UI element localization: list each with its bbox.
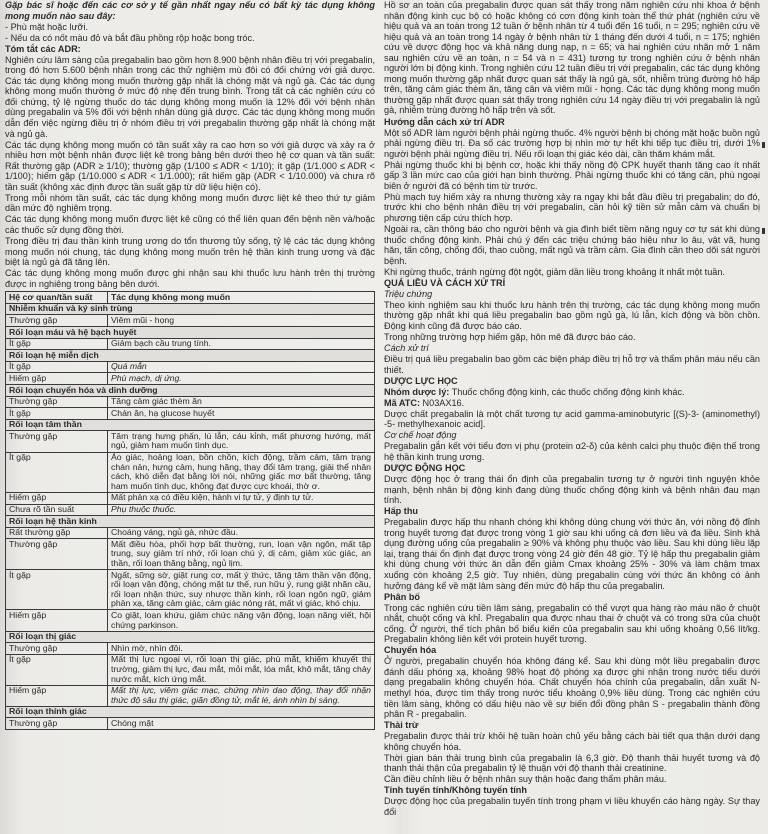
frequency-cell: Ít gặp (6, 338, 108, 350)
frequency-cell: Thường gặp (6, 718, 108, 730)
frequency-cell: Rất thường gặp (6, 527, 108, 539)
paragraph: Ở người, pregabalin chuyển hóa không đáng kể. Sau khi dùng một liều pregabalin được đánh dấu phóng xạ, khoảng 98% hoạt độ phóng xạ được ghi nhận trong nước tiểu dưới dạng pregabalin không chuyển hóa. Chất chuyển hóa chính của pregabalin, dẫn xuất N-methyl hóa, được tìm thấy trong nước tiểu khoảng 0,9% liều dùng. Trong các nghiên cứu tiền lâm sàng, không có dấu hiệu nào về sự biến đổi đồng phân S - pregabalin thành đồng phân R - pregabalin. (384, 656, 760, 720)
table-section-row (6, 385, 375, 397)
effect-cell: Chán ăn, hạ glucose huyết (108, 408, 375, 420)
left-column (5, 0, 375, 834)
paragraph: Pregabalin gắn kết với tiểu đơn vị phụ (protein α2-δ) của kênh calci phụ thuộc điện thế trong hệ thần kinh trung ương. (384, 441, 760, 462)
table-row (6, 408, 375, 420)
paragraph: Trong điều trị đau thần kinh trung ương do tổn thương tủy sống, tỷ lệ các tác dụng không mong muốn nói chung, tác dụng không mong muốn trên hệ thần kinh trung ương và đặc biệt là ngủ gà đã tăng lên. (5, 236, 375, 268)
paragraph: Phải ngừng thuốc khi bị bệnh cơ, hoặc khi thấy nồng độ CPK huyết thanh tăng cao ít nhất gấp 3 lần mức cao của giới hạn bình thường. Phải ngừng thuốc khi có tăng cân, phù ngoại biên ở người đã có bệnh tim từ trước. (384, 159, 760, 191)
table-header-cell: Hệ cơ quan/tần suất (6, 292, 108, 304)
paragraph: Trong mỗi nhóm tần suất, các tác dụng không mong muốn được liệt kê theo thứ tự giảm dần mức độ nghiêm trọng. (5, 192, 375, 214)
effect-cell: Chóng mặt (108, 718, 375, 730)
frequency-cell: Ít gặp (6, 408, 108, 420)
table-row (6, 654, 375, 685)
frequency-cell: Thường gặp (6, 431, 108, 452)
margin-mark (762, 228, 765, 234)
paragraph: Hồ sơ an toàn của pregabalin được quan sát thấy trong năm nghiên cứu nhi khoa ở bệnh nhân động kinh cục bộ có hoặc không có cơn động kinh toàn thể thứ phát (nghiên cứu về hiệu quả và an toàn trong 12 tuần ở bệnh nhân từ 4 tuổi đến 16 tuổi, n = 295; nghiên cứu về hiệu quả và an toàn trong 14 ngày ở bệnh nhân từ 1 tháng đến dưới 4 tuổi, n = 175; nghiên cứu về dược động học và khả năng dung nạp, n = 65; và hai nghiên cứu nhãn mở 1 năm sau nghiên cứu về an toàn, n = 54 và n = 431) tương tự trong nghiên cứu ở bệnh nhân người lớn bị động kinh. Trong nghiên cứu 12 tuần điều trị với pregabalin, các tác dụng không mong muốn thường gặp nhất được quan sát thấy là ngủ gà, sốt, nhiễm trùng đường hô hấp trên, tăng cảm giác thèm ăn, tăng cân và viêm mũi - họng. Các tác dụng không mong muốn thường gặp nhất được quan sát thấy trong nghiên cứu 14 ngày điều trị với pregabalin là ngủ gà, nhiễm trùng đường hô hấp trên và sốt. (384, 0, 760, 116)
table-row (6, 431, 375, 452)
table-row (6, 315, 375, 327)
section-title: Rối loạn hệ thần kinh (6, 516, 375, 528)
table-row (6, 685, 375, 706)
effect-cell: Mất phản xạ có điều kiện, hành vi tự tử, ý định tự tử. (108, 492, 375, 504)
table-row (6, 527, 375, 539)
table-row (6, 452, 375, 492)
subheading: Triệu chứng (384, 288, 433, 299)
paragraph: Theo kinh nghiệm sau khi thuốc lưu hành trên thị trường, các tác dụng không mong muốn thường gặp nhất khi quá liều pregabalin bao gồm ngủ gà, lú lẫn, kích động và bồn chồn. Động kinh cũng đã được báo cáo. (384, 299, 760, 331)
table-row (6, 361, 375, 373)
section-title: Rối loạn chuyển hóa và dinh dưỡng (6, 385, 375, 397)
section-heading: DƯỢC LỰC HỌC (384, 375, 458, 386)
paragraph: Khi ngừng thuốc, tránh ngừng đột ngột, giảm dần liều trong khoảng ít nhất một tuần. (384, 266, 725, 277)
frequency-cell: Ít gặp (6, 570, 108, 610)
subheading: Cách xử trí (384, 343, 429, 353)
subheading: Chuyển hóa (384, 645, 437, 656)
paragraph: Thời gian bán thải trung bình của pregabalin là 6,3 giờ. Độ thanh thải huyết tương và độ thanh thải thận của pregabalin tỷ lệ thuận với độ thanh thải creatinine. (384, 752, 760, 774)
table-section-row (6, 350, 375, 362)
paragraph: Dược động học ở trạng thái ổn định của pregabalin tương tự ở người tình nguyện khỏe mạnh, bệnh nhân bị động kinh đang dùng thuốc chống động kinh và bệnh nhân đau mạn tính. (384, 474, 760, 506)
section-title: Rối loạn thính giác (6, 706, 375, 718)
paragraph: Một số ADR làm người bệnh phải ngừng thuốc. 4% người bệnh bị chóng mặt hoặc buồn ngủ phải ngừng điều trị. Đa số các trường hợp bị nhìn mờ tự hết khi tiếp tục điều trị, dưới 1% người bệnh phải ngừng điều trị. Nếu rối loạn thị giác kéo dài, cần thăm khám mắt. (384, 127, 760, 159)
paragraph: Nghiên cứu lâm sàng của pregabalin bao gồm hơn 8.900 bệnh nhân điều trị với pregabalin, trong đó hơn 5.600 bệnh nhân trong các thử nghiệm mù đôi có đối chứng với giả dược. Các tác dụng không mong muốn thường gặp nhất là chóng mặt và ngủ gà. Các tác dụng không mong muốn thường ở mức độ nhẹ đến trung bình. Trong tất cả các nghiên cứu có đối chứng, tỷ lệ ngừng thuốc do tác dụng không mong muốn là 12% đối với bệnh nhân dùng pregabalin và 5% đối với bệnh nhân dùng giả dược. Các tác dụng không mong muốn dẫn đến việc ngừng điều trị ở nhóm điều trị với pregabalin thường gặp nhất là chóng mặt và ngủ gà. (5, 54, 375, 139)
paragraph: Dược chất pregabalin là một chất tương tự acid gamma-aminobutyric [(S)-3- (aminomethyl) -5- methylhexanoic acid]. (384, 408, 760, 430)
section-heading: QUÁ LIỀU VÀ CÁCH XỬ TRÍ (384, 277, 506, 288)
table-row (6, 570, 375, 610)
effect-cell: Choáng váng, ngủ gà, nhức đầu. (108, 527, 375, 539)
frequency-cell: Ít gặp (6, 654, 108, 685)
effect-cell: Nhìn mờ, nhìn đôi. (108, 643, 375, 655)
table-section-row (6, 419, 375, 431)
effect-cell: Giảm bạch cầu trung tính. (108, 338, 375, 350)
right-column (384, 0, 760, 834)
table-section-row (6, 516, 375, 528)
section-heading: Hướng dẫn cách xử trí ADR (384, 116, 505, 127)
summary-heading: Tóm tắt các ADR: (5, 43, 81, 54)
subheading: Tính tuyến tính/Không tuyến tính (384, 785, 527, 796)
section-title: Rối loạn máu và hệ bạch huyết (6, 327, 375, 339)
intro-bullet: - Nếu da có nốt màu đỏ và bắt đầu phồng rộp hoặc bong tróc. (5, 32, 255, 43)
frequency-cell: Chưa rõ tần suất (6, 504, 108, 516)
subheading: Phân bố (384, 591, 420, 602)
frequency-cell: Ít gặp (6, 452, 108, 492)
frequency-cell: Thường gặp (6, 315, 108, 327)
label: Nhóm dược lý: (384, 386, 450, 397)
paragraph: Pregabalin được hấp thu nhanh chóng khi không dùng chung với thức ăn, với nồng độ đỉnh trong huyết tương đạt được trong vòng 1 giờ sau khi uống cả đơn liều và đa liều. Sinh khả dụng đường uống của pregabalin ≥ 90% và không phụ thuộc vào liều. Sau khi dùng liều lặp lại, trạng thái ổn định đạt được trong vòng 24 giờ đến 48 giờ. Tỷ lệ hấp thu pregabalin giảm khi dùng chung với thức ăn dẫn đến giảm Cmax khoảng 25% - 30% và làm chậm tmax xuống còn khoảng 2,5 giờ. Tuy nhiên, dùng pregabalin cùng với thức ăn không có ảnh hưởng đáng kể về mặt lâm sàng đến mức độ hấp thu của pregabalin. (384, 517, 760, 591)
paragraph: Các tác dụng không mong muốn được ghi nhận sau khi thuốc lưu hành trên thị trường được in nghiêng trong bảng bên dưới. (5, 268, 375, 289)
table-section-row (6, 303, 375, 315)
intro-bullet: - Phù mặt hoặc lưỡi. (5, 21, 89, 32)
subheading: Thải trừ (384, 720, 419, 731)
frequency-cell: Thường gặp (6, 539, 108, 570)
label: Mã ATC: (384, 397, 420, 408)
effect-cell: Tăng cảm giác thèm ăn (108, 396, 375, 408)
table-row (6, 718, 375, 730)
effect-cell: Tâm trạng hưng phấn, lú lẫn, cáu kỉnh, mất phương hướng, mất ngủ, giảm ham muốn tình dục. (108, 431, 375, 452)
table-row (6, 539, 375, 570)
value: Thuốc chống động kinh, các thuốc chống động kinh khác. (451, 386, 685, 397)
value: N03AX16. (422, 397, 465, 408)
effect-cell: Co giật, loạn khứu, giảm chức năng vận động, loạn năng viết, hội chứng parkinson. (108, 610, 375, 631)
frequency-cell: Hiếm gặp (6, 685, 108, 706)
paragraph: Phù mạch tuy hiếm xảy ra nhưng thường xảy ra ngay khi bắt đầu điều trị pregabalin; do đó, trước khi cho bệnh nhân điều trị với pregabalin, cần hỏi kỹ tiền sử mẫn cảm và chuẩn bị phương tiện cấp cứu thích hợp. (384, 191, 760, 223)
paragraph: Điều trị quá liều pregabalin bao gồm các biện pháp điều trị hỗ trợ và thẩm phân máu nếu cần thiết. (384, 354, 760, 375)
section-heading: DƯỢC ĐỘNG HỌC (384, 463, 466, 474)
effect-cell: Mất điều hòa, phối hợp bất thường, run, loạn vận ngôn, mất tập trung, suy giảm trí nhớ, rối loạn chú ý, dị cảm, giảm xúc giác, an thần, rối loạn thăng bằng, ngủ lịm. (108, 539, 375, 570)
table-row (6, 504, 375, 516)
table-row (6, 373, 375, 385)
table-row (6, 492, 375, 504)
atc-code (384, 398, 760, 409)
frequency-cell: Ít gặp (6, 361, 108, 373)
section-title: Nhiễm khuẩn và ký sinh trùng (6, 303, 375, 315)
effect-cell: Mất thị lực, viêm giác mạc, chứng nhìn dao động, thay đổi nhận thức độ sâu thị giác, giãn đồng tử, mắt lé, ánh nhìn bị sáng. (108, 685, 375, 706)
effect-cell: Ngất, sững sờ, giật rung cơ, mất ý thức, tăng tâm thần vận động, rối loạn vận động, chóng mặt tư thế, run hữu ý, rung giật nhãn cầu, rối loạn nhận thức, suy nhược thần kinh, rối loạn ngôn ngữ, giảm phản xạ, tăng cảm giác, cảm giác nóng rát, mất vị giác, khó chịu. (108, 570, 375, 610)
table-section-row (6, 327, 375, 339)
table-row (6, 610, 375, 631)
effect-cell: Phù mạch, dị ứng. (108, 373, 375, 385)
table-section-row (6, 706, 375, 718)
frequency-cell: Hiếm gặp (6, 373, 108, 385)
effect-cell: Viêm mũi - họng (108, 315, 375, 327)
intro-heading: Gặp bác sĩ hoặc đến các cơ sở y tế gần nhất ngay nếu có bất kỳ tác dụng không mong muốn nào sau đây: (5, 0, 375, 21)
table-section-row (6, 631, 375, 643)
effect-cell: Phụ thuộc thuốc. (108, 504, 375, 516)
paragraph: Pregabalin được thải trừ khỏi hệ tuần hoàn chủ yếu bằng cách bài tiết qua thận dưới dạng không chuyển hóa. (384, 731, 760, 752)
paragraph: Trong các nghiên cứu tiền lâm sàng, pregabalin có thể vượt qua hàng rào máu não ở chuột nhắt, chuột cống và khỉ. Pregabalin qua được nhau thai ở chuột và có trong sữa của chuột cống. Ở người, thể tích phân bố biểu kiến của pregabalin sau khi uống khoảng 0,56 lít/kg. Pregabalin không liên kết với protein huyết tương. (384, 602, 760, 645)
paragraph: Các tác dụng không mong muốn được liệt kê cũng có thể liên quan đến bệnh nền và/hoặc các thuốc sử dụng đồng thời. (5, 214, 375, 235)
section-title: Rối loạn thị giác (6, 631, 375, 643)
table-header-row (6, 292, 375, 304)
paragraph: Dược động học của pregabalin tuyến tính trong phạm vi liều khuyến cáo hàng ngày. Sự thay đổi (384, 796, 760, 818)
paragraph: Ngoài ra, cần thông báo cho người bệnh và gia đình biết tiềm năng nguy cơ tự sát khi dùng thuốc chống động kinh. Phải chú ý đến các triệu chứng báo hiệu như lo âu, vật vã, hung hăn, tấn công, chống đối, thao cuồng, mất ngủ và trầm cảm. Gia đình cần theo dõi sát người bệnh. (384, 223, 760, 266)
section-title: Rối loạn hệ miễn dịch (6, 350, 375, 362)
subheading: Cơ chế hoạt động (384, 430, 457, 441)
paragraph: Các tác dụng không mong muốn có tần suất xảy ra cao hơn so với giả dược và xảy ra ở nhiều hơn một bệnh nhân được liệt kê trong bảng bên dưới theo hệ cơ quan và tần suất: Rất thường gặp (ADR ≥ 1/10); thường gặp (1/100 ≤ ADR < 1/10); ít gặp (1/1.000 ≤ ADR < 1/100); hiếm gặp (1/10.000 ≤ ADR < 1/1.000); rất hiếm gặp (ADR < 1/10.000) và chưa rõ tần suất (không xác định được tần suất gặp từ dữ liệu hiện có). (5, 139, 375, 192)
frequency-cell: Thường gặp (6, 643, 108, 655)
effect-cell: Mất thị lực ngoại vi, rối loạn thị giác, phù mắt, khiếm khuyết thị trường, giảm thị lực, đau mắt, mỏi mắt, lóa mắt, khô mắt, tăng chảy nước mắt, kích ứng mắt. (108, 654, 375, 685)
adr-table (5, 291, 375, 730)
pharmacologic-group (384, 387, 760, 398)
table-row (6, 396, 375, 408)
effect-cell: Ảo giác, hoảng loạn, bồn chồn, kích động, trầm cảm, tâm trạng chán nản, hưng cảm, hung hăng, thay đổi tâm trạng, giải thể nhân cách, khó diễn đạt bằng lời nói, những giấc mơ bất thường, tăng ham muốn tình dục, không đạt được cực khoái, thờ ơ. (108, 452, 375, 492)
table-row (6, 643, 375, 655)
table-row (6, 338, 375, 350)
frequency-cell: Thường gặp (6, 396, 108, 408)
effect-cell: Quá mẫn (108, 361, 375, 373)
table-header-cell: Tác dụng không mong muốn (108, 292, 375, 304)
paragraph: Cần điều chỉnh liều ở bệnh nhân suy thận hoặc đang thẩm phân máu. (384, 774, 667, 785)
frequency-cell: Hiếm gặp (6, 610, 108, 631)
frequency-cell: Hiếm gặp (6, 492, 108, 504)
section-title: Rối loạn tâm thần (6, 419, 375, 431)
margin-mark (762, 142, 765, 148)
paragraph: Trong những trường hợp hiếm gặp, hôn mê đã được báo cáo. (384, 331, 636, 342)
subheading: Hấp thu (384, 506, 418, 517)
